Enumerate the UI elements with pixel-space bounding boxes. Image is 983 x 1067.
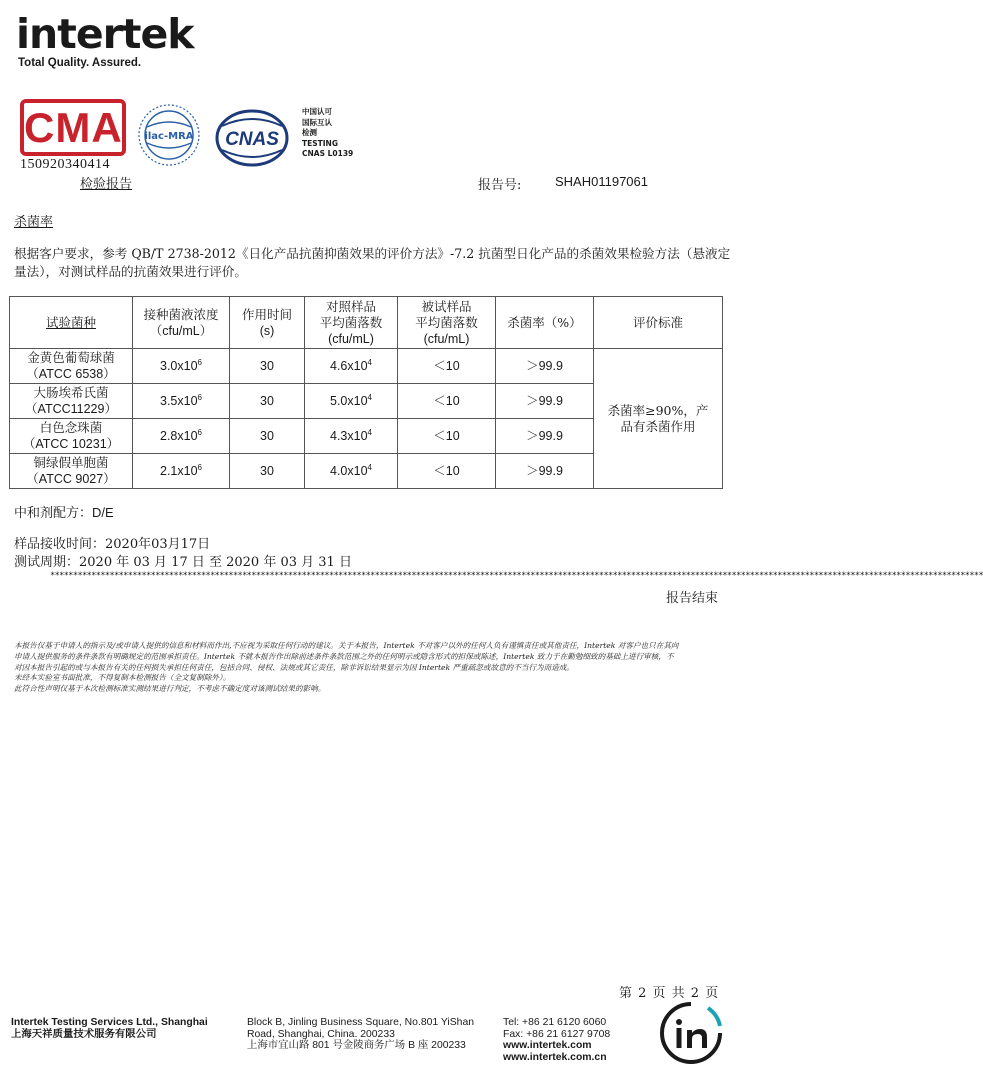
footer-company: Intertek Testing Services Ltd., Shanghai 上海天祥质量技术服务有限公司 [11, 1017, 208, 1040]
results-table [9, 296, 723, 489]
neutralizer-line: 中和剂配方：D/E [14, 505, 114, 521]
header-time: 作用时间 (s) [230, 297, 305, 349]
report-number-label: 报告号: [478, 178, 522, 193]
page-number: 第 2 页 共 2 页 [619, 986, 720, 1001]
cnas-caption-line: 中国认可 [302, 107, 332, 116]
cell-strain: 金黄色葡萄球菌 （ATCC 6538） [10, 349, 133, 384]
cell-control: $5.0x10^4$ [305, 384, 398, 419]
header-criteria: 评价标准 [594, 297, 723, 349]
header-strain: 试验菌种 [10, 297, 133, 349]
cell-rate: ＞99.9 [496, 384, 594, 419]
cell-criteria: 杀菌率≥90%，产 品有杀菌作用 [594, 349, 723, 489]
header-rate: 杀菌率（%） [496, 297, 594, 349]
cell-rate: ＞99.9 [496, 419, 594, 454]
disclaimer [14, 641, 720, 695]
cell-test: ＜10 [398, 349, 496, 384]
footer-contact: Tel: +86 21 6120 6060 Fax: +86 21 6127 9708 www.intertek.com www.intertek.com.cn [503, 1017, 611, 1063]
intro-paragraph: 根据客户要求，参考 QB/T 2738-2012《日化产品抗菌抑菌效果的评价方法》-7.2 抗菌型日化产品的杀菌效果检验方法（悬液定量法），对测试样品的抗菌效果进行评价。 [14, 246, 731, 279]
cnas-caption-line: CNAS L0139 [302, 149, 354, 158]
disclaimer-line: 未经本实验室书面批准，不得复制本检测报告（全文复制除外）。 [14, 673, 231, 683]
section-title: 杀菌率 [14, 215, 54, 230]
cell-rate: ＞99.9 [496, 349, 594, 384]
cell-time: 30 [230, 349, 305, 384]
table-header-row [10, 297, 723, 349]
cell-time: 30 [230, 419, 305, 454]
cell-test: ＜10 [398, 454, 496, 489]
report-number: SHAH01197061 [555, 174, 648, 189]
disclaimer-line: 本报告仅基于申请人的指示及/或申请人提供的信息和材料而作出,不应视为采取任何行动的建议。关于本报告，Intertek 不对客户以外的任何人负有谨慎责任或其他责任，Intertek 对客户也只在其向 [14, 641, 679, 650]
cell-time: 30 [230, 384, 305, 419]
footer-address: Block B, Jinling Business Square, No.801 YiShan Road, Shanghai, China. 200233 上海市宜山路 801 号金陵商务广场 B 座 200233 [247, 1017, 474, 1051]
cell-strain: 大肠埃希氏菌 （ATCC11229） [10, 384, 133, 419]
cnas-caption-line: 检测 [302, 128, 317, 137]
cell-strain: 铜绿假单胞菌 （ATCC 9027） [10, 454, 133, 489]
intertek-in-logo-icon [658, 1000, 724, 1066]
cell-inoculum: $2.8x10^6$ [133, 419, 230, 454]
cell-control: $4.3x10^4$ [305, 419, 398, 454]
receipt-date-line: 样品接收时间：2020年03月17日 [14, 537, 211, 552]
ilac-mra-icon [133, 103, 205, 167]
cell-rate: ＞99.9 [496, 454, 594, 489]
cnas-caption [302, 107, 353, 160]
separator-stars: ************************************************************************************************************************************************************************************************************ [50, 571, 983, 581]
report-end: 报告结束 [666, 591, 719, 606]
cnas-caption-line: TESTING [302, 138, 338, 148]
test-period-line: 测试周期：2020 年 03 月 17 日 至 2020 年 03 月 31 日 [14, 555, 352, 570]
disclaimer-line: 此符合性声明仅基于本次检测标准实测结果进行判定，不考虑不确定度对该测试结果的影响。 [14, 684, 326, 694]
cnas-logo-icon [214, 108, 290, 168]
header-test: 被试样品 平均菌落数 (cfu/mL) [398, 297, 496, 349]
disclaimer-line: 对因本报告引起的或与本报告有关的任何损失承担任何责任，包括合同、侵权、法规或其它责任，除非诉讼结果显示为因 Intertek 严重疏忽或故意的不当行为而造成。 [14, 662, 575, 672]
cell-control: $4.0x10^4$ [305, 454, 398, 489]
cell-test: ＜10 [398, 419, 496, 454]
cell-time: 30 [230, 454, 305, 489]
cell-test: ＜10 [398, 384, 496, 419]
cma-mark: CMA [24, 104, 123, 151]
intertek-logo: intertek [16, 10, 194, 58]
cma-number: 150920340414 [20, 157, 110, 172]
header-inoculum: 接种菌液浓度 （cfu/mL） [133, 297, 230, 349]
table-row [10, 349, 723, 384]
cnas-caption-line: 国际互认 [302, 117, 332, 127]
disclaimer-line: 申请人提供服务的条件条款有明确规定的范围承担责任。Intertek 不就本报告作出除前述条件条款范围之外的任何明示或隐含形式的担保或陈述，Intertek 致力于在勤勉细致的基础上进行审核，不 [14, 651, 674, 661]
header-control: 对照样品 平均菌落数 (cfu/mL) [305, 297, 398, 349]
cell-inoculum: $3.5x10^6$ [133, 384, 230, 419]
logo-tagline: Total Quality. Assured. [18, 57, 142, 69]
cell-inoculum: $3.0x10^6$ [133, 349, 230, 384]
cell-control: $4.6x10^4$ [305, 349, 398, 384]
document-title: 检验报告 [80, 177, 133, 192]
cell-inoculum: $2.1x10^6$ [133, 454, 230, 489]
ilac-mra-label: ilac-MRA [144, 131, 194, 142]
cell-strain: 白色念珠菌 （ATCC 10231） [10, 419, 133, 454]
cnas-label: CNAS [225, 129, 279, 150]
